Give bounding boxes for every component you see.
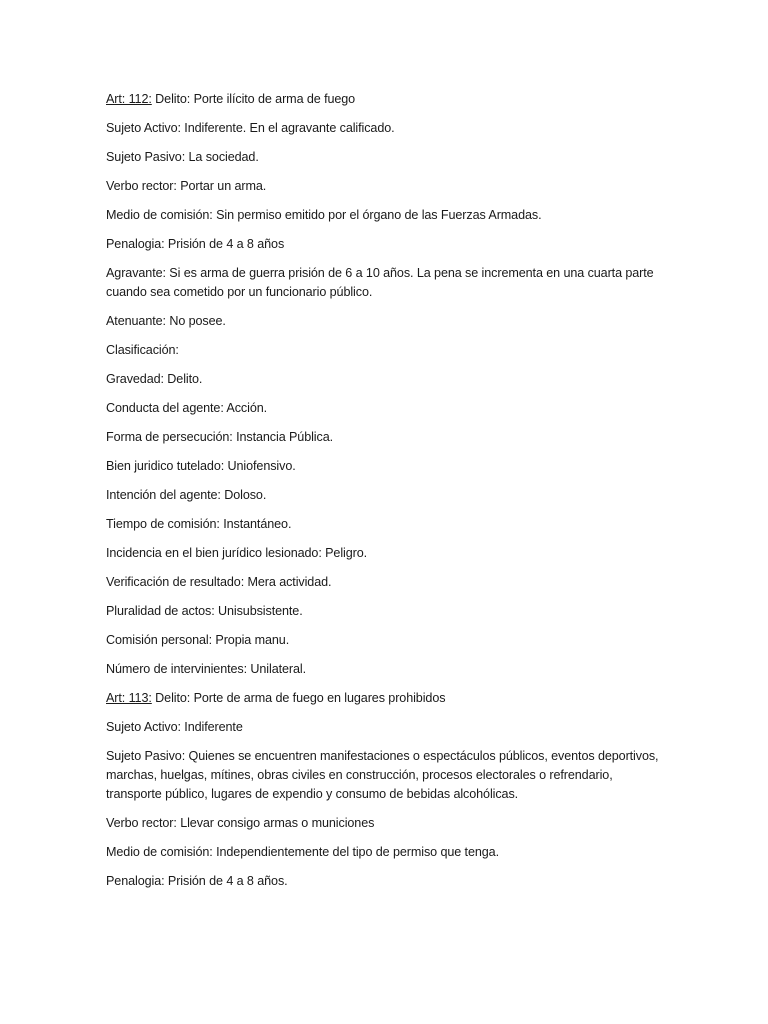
bien-juridico: Bien juridico tutelado: Uniofensivo.	[106, 459, 296, 473]
penalogia-113: Penalogia: Prisión de 4 a 8 años.	[106, 874, 288, 888]
document-body	[106, 90, 666, 901]
verbo-rector-113: Verbo rector: Llevar consigo armas o municiones	[106, 816, 375, 830]
tiempo-comision: Tiempo de comisión: Instantáneo.	[106, 517, 292, 531]
sujeto-activo: Sujeto Activo: Indiferente. En el agravante calificado.	[106, 121, 395, 135]
gravedad: Gravedad: Delito.	[106, 372, 203, 386]
forma-persecucion: Forma de persecución: Instancia Pública.	[106, 430, 334, 444]
conducta-agente: Conducta del agente: Acción.	[106, 401, 268, 415]
art-112-title: Delito: Porte ilícito de arma de fuego	[151, 92, 356, 106]
medio-comision: Medio de comisión: Sin permiso emitido por el órgano de las Fuerzas Armadas.	[106, 208, 542, 222]
verbo-rector: Verbo rector: Portar un arma.	[106, 179, 267, 193]
incidencia-bien-juridico: Incidencia en el bien jurídico lesionado: Peligro.	[106, 546, 368, 560]
numero-intervinientes: Número de intervinientes: Unilateral.	[106, 662, 306, 676]
medio-comision-113: Medio de comisión: Independientemente del tipo de permiso que tenga.	[106, 845, 499, 859]
art-112-heading	[106, 90, 666, 109]
sujeto-pasivo: Sujeto Pasivo: La sociedad.	[106, 150, 259, 164]
sujeto-activo-113: Sujeto Activo: Indiferente	[106, 720, 243, 734]
art-113-heading	[106, 689, 666, 708]
clasificacion-heading: Clasificación:	[106, 343, 179, 357]
sujeto-pasivo-113: Sujeto Pasivo: Quienes se encuentren manifestaciones o espectáculos públicos, eventos deportivos, marchas, huelgas, mítines, obras civiles en construcción, procesos electorales o refrendario, transporte público, lugares de expendio y consumo de bebidas alcohólicas.	[106, 749, 659, 801]
art-113-label: Art: 113:	[106, 691, 152, 705]
comision-personal: Comisión personal: Propia manu.	[106, 633, 290, 647]
art-113-title: Delito: Porte de arma de fuego en lugares prohibidos	[151, 691, 446, 705]
agravante: Agravante: Si es arma de guerra prisión de 6 a 10 años. La pena se incrementa en una cuarta parte cuando sea cometido por un funcionario público.	[106, 266, 654, 299]
art-112-label: Art: 112:	[106, 92, 152, 106]
intencion-agente: Intención del agente: Doloso.	[106, 488, 267, 502]
penalogia: Penalogia: Prisión de 4 a 8 años	[106, 237, 285, 251]
atenuante: Atenuante: No posee.	[106, 314, 226, 328]
pluralidad-actos: Pluralidad de actos: Unisubsistente.	[106, 604, 303, 618]
verificacion-resultado: Verificación de resultado: Mera actividad.	[106, 575, 332, 589]
